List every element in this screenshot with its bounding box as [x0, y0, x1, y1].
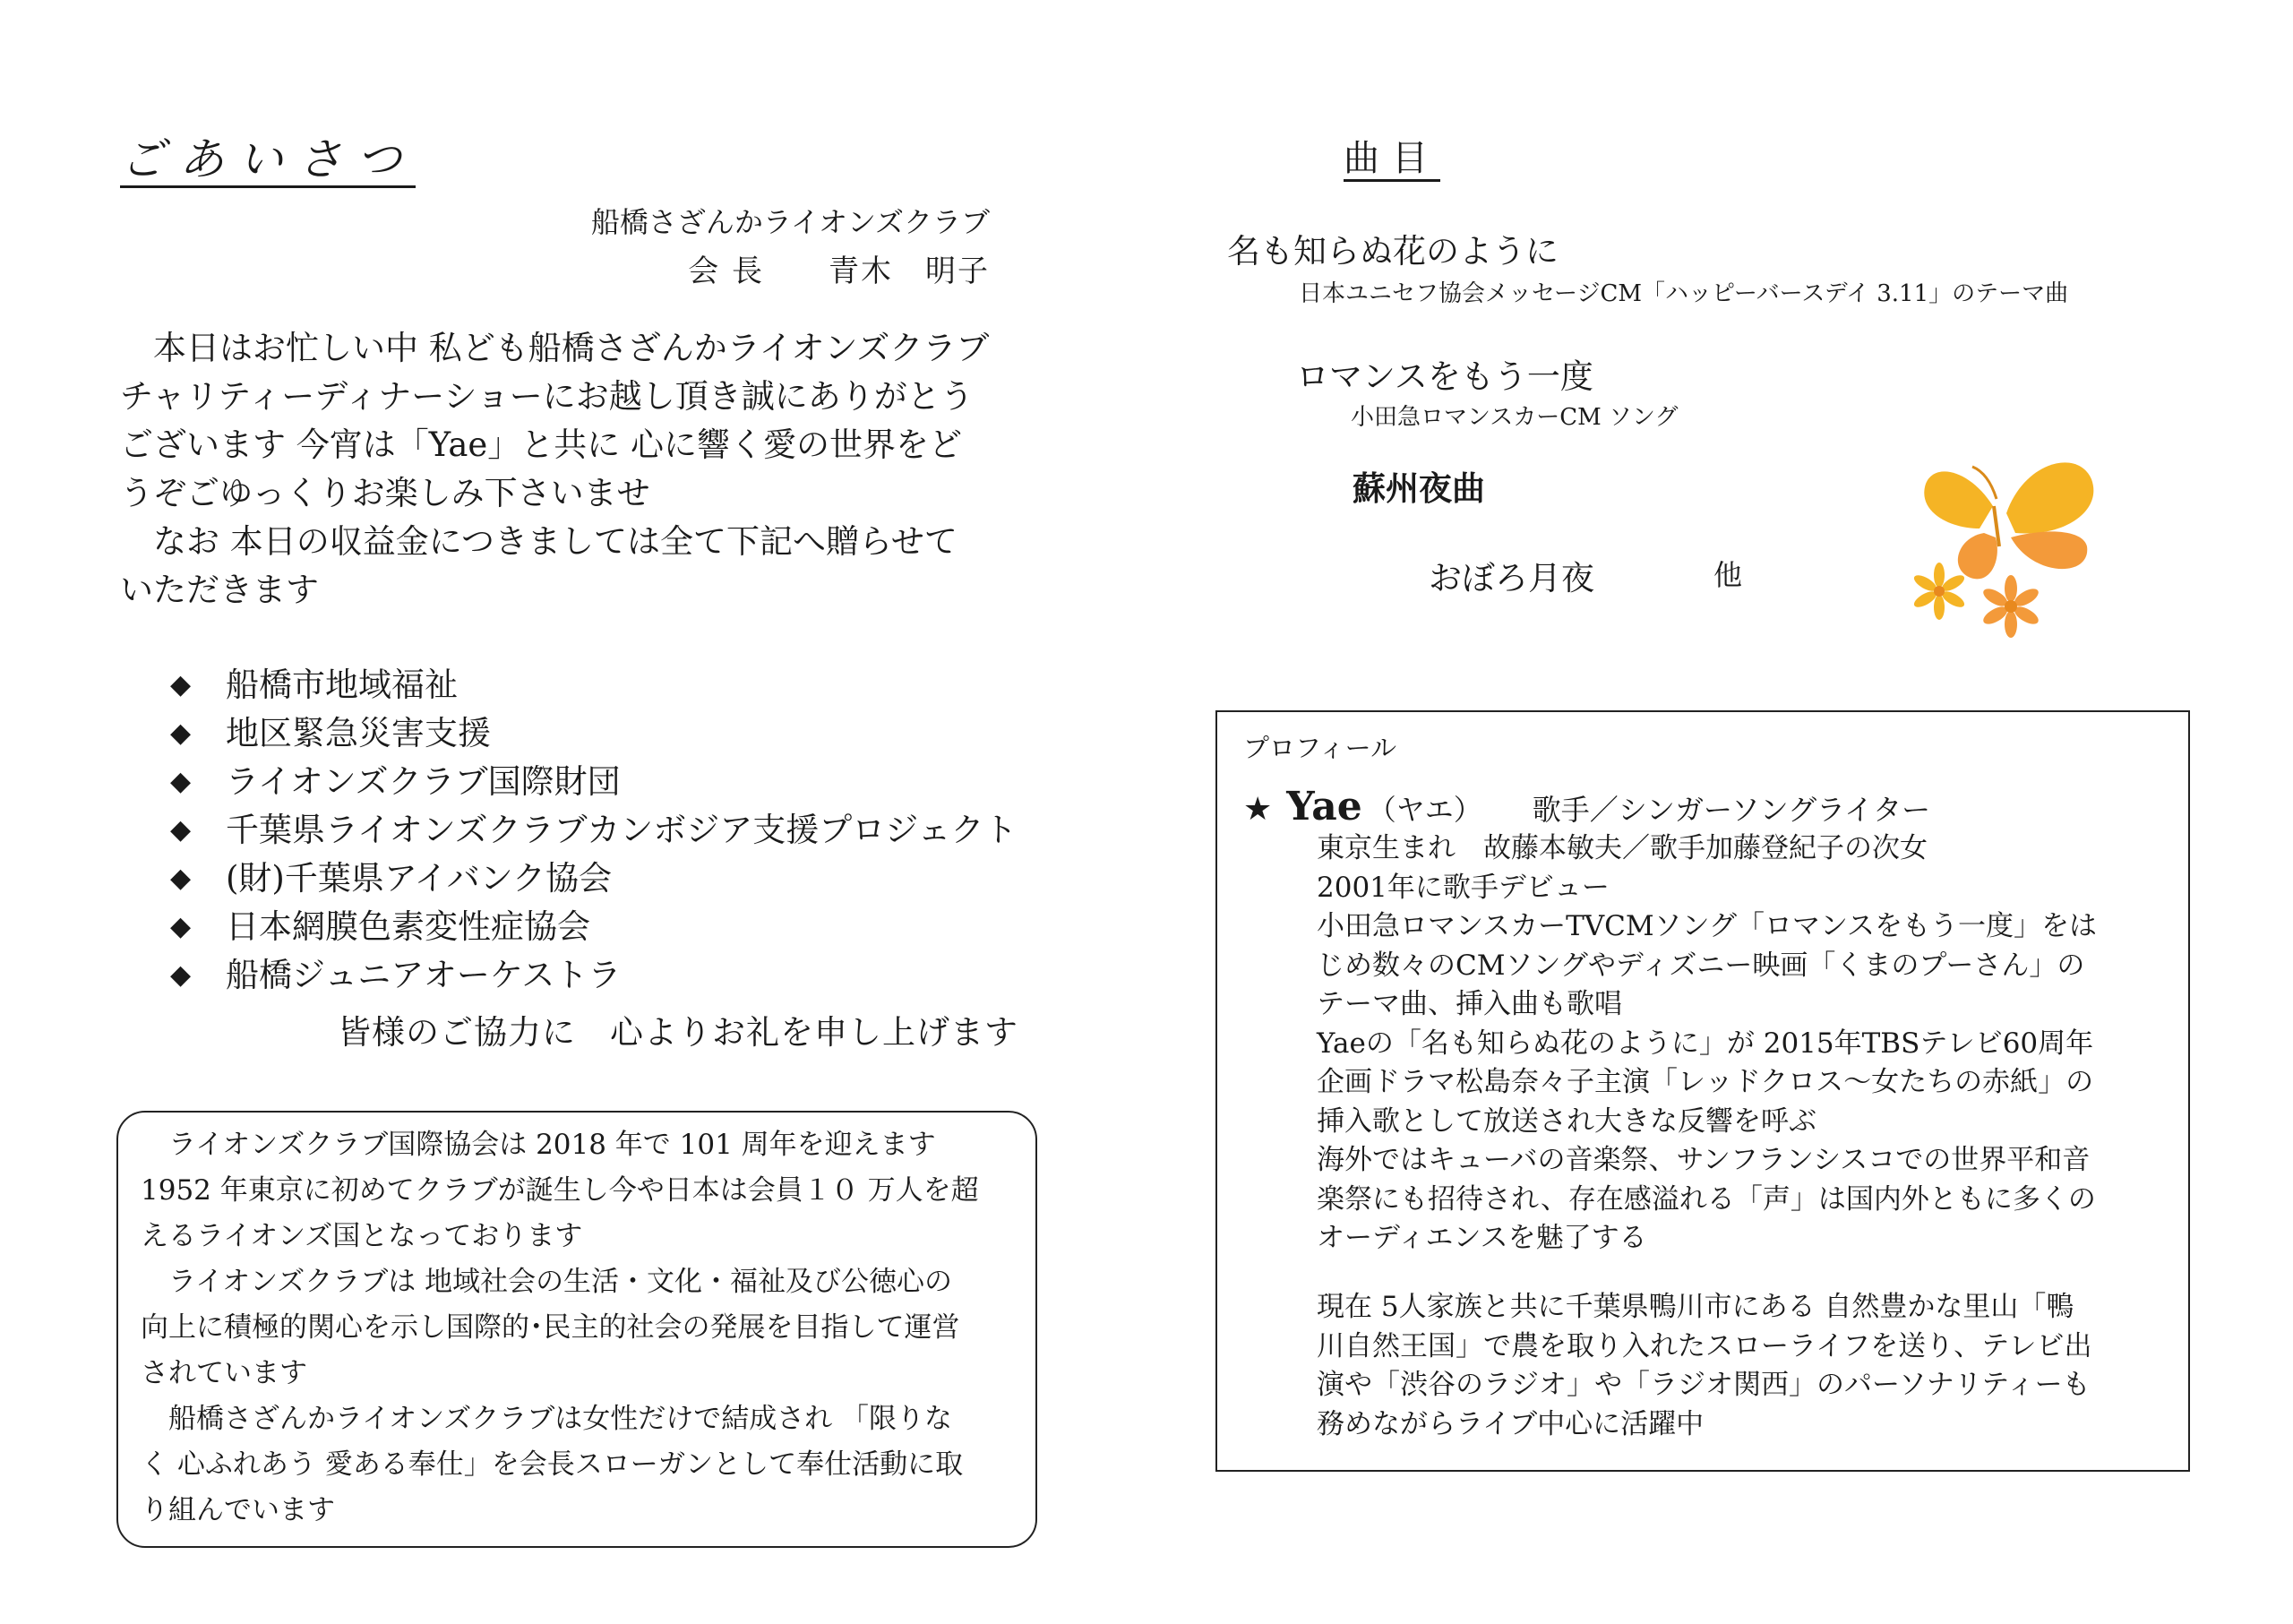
profile-line: 川自然王国」で農を取り入れたスローライフを送り、テレビ出: [1317, 1329, 2092, 1362]
beneficiary-name: 千葉県ライオンズクラブカンボジア支援プロジェクト: [226, 811, 1018, 849]
lions-info-line: ライオンズクラブは 地域社会の生活・文化・福祉及び公徳心の: [141, 1266, 953, 1298]
butterfly-flower-icon: [1908, 443, 2105, 649]
organization-name: 船橋さざんかライオンズクラブ: [590, 205, 990, 239]
list-item: [170, 661, 1018, 709]
flower-icon: [1911, 563, 1966, 620]
profile-line: 2001年に歌手デビュー: [1317, 871, 1610, 904]
greeting-body: [120, 324, 1016, 614]
profile-line: テーマ曲、挿入曲も歌唱: [1317, 988, 1622, 1020]
butterfly-icon: [1924, 462, 2093, 579]
profile-line: 小田急ロマンスカーTVCMソング「ロマンスをもう一度」をは: [1317, 910, 2098, 942]
list-item: [170, 709, 1018, 758]
diamond-bullet-icon: ◆: [170, 959, 192, 991]
lions-info-line: 1952 年東京に初めてクラブが誕生し今や日本は会員１０ 万人を超: [141, 1174, 979, 1207]
lions-info-line: く 心ふれあう 愛ある奉仕」を会長スローガンとして奉仕活動に取: [141, 1448, 964, 1481]
artist-name: Yae: [1286, 784, 1362, 829]
profile-line: 楽祭にも招待され、存在感溢れる「声」は国内外ともに多くの: [1317, 1182, 2096, 1216]
profile-header: [1243, 784, 1930, 829]
artist-kana: （ヤエ）: [1367, 793, 1482, 827]
profile-line: 海外ではキューバの音楽祭、サンフランシスコでの世界平和音: [1317, 1144, 2091, 1176]
list-item: [170, 855, 1018, 903]
greeting-line: チャリティーディナーショーにお越し頂き誠にありがとう: [120, 377, 974, 416]
beneficiary-name: 地区緊急災害支援: [226, 714, 491, 752]
list-item: [170, 951, 1018, 1000]
diamond-bullet-icon: ◆: [170, 717, 192, 749]
song-title: 蘇州夜曲: [1353, 468, 1485, 508]
profile-line: 務めながらライブ中心に活躍中: [1317, 1407, 1705, 1440]
beneficiary-name: 船橋ジュニアオーケストラ: [226, 956, 622, 994]
lions-info-text: [141, 1122, 979, 1534]
beneficiary-name: 日本網膜色素変性症協会: [226, 907, 590, 946]
flower-icon: [1980, 575, 2041, 638]
profile-line: Yaeの「名も知らぬ花のように」が 2015年TBSテレビ60周年: [1317, 1027, 2094, 1060]
profile-line: 演や「渋谷のラジオ」や「ラジオ関西」のパーソナリティーも: [1317, 1369, 2091, 1401]
diamond-bullet-icon: ◆: [170, 863, 192, 894]
profile-line: じめ数々のCMソングやディズニー映画「くまのプーさん」の: [1317, 949, 2085, 982]
greeting-title: ごあいさつ: [120, 133, 416, 185]
lions-info-line: されています: [141, 1357, 307, 1389]
song-title: ロマンスをもう一度: [1296, 357, 1593, 396]
greeting-line: 本日はお忙しい中 私ども船橋さざんかライオンズクラブ: [120, 329, 990, 367]
song-note: 日本ユニセフ協会メッセージCM「ハッピーバースデイ 3.11」のテーマ曲: [1299, 280, 2069, 307]
lions-info-line: ライオンズクラブ国際協会は 2018 年で 101 周年を迎えます: [141, 1129, 936, 1161]
greeting-line: なお 本日の収益金につきましては全て下記へ贈らせて: [120, 522, 958, 561]
beneficiary-list: [170, 661, 1018, 1000]
lions-info-line: り組んでいます: [141, 1494, 335, 1526]
president-name: 会 長 青木 明子: [688, 253, 990, 289]
greeting-line: うぞごゆっくりお楽しみ下さいませ: [120, 474, 650, 512]
beneficiary-name: 船橋市地域福祉: [226, 666, 458, 704]
list-item: [170, 758, 1018, 806]
list-item: [170, 806, 1018, 855]
lions-info-line: えるライオンズ国となっております: [141, 1220, 583, 1252]
diamond-bullet-icon: ◆: [170, 814, 192, 846]
profile-line: 現在 5人家族と共に千葉県鴨川市にある 自然豊かな里山「鴨: [1317, 1291, 2074, 1323]
profile-body-current: [1317, 1288, 2092, 1444]
beneficiary-name: ライオンズクラブ国際財団: [226, 762, 621, 801]
diamond-bullet-icon: ◆: [170, 911, 192, 942]
list-item: [170, 903, 1018, 951]
profile-label: プロフィール: [1243, 733, 1397, 763]
star-icon: ★: [1243, 791, 1273, 828]
profile-body: [1317, 829, 2097, 1259]
lions-info-line: 向上に積極的関心を示し国際的･民主的社会の発展を目指して運営: [141, 1311, 960, 1344]
profile-line: 挿入歌として放送され大きな反響を呼ぶ: [1317, 1104, 1816, 1138]
song-title: 名も知らぬ花のように: [1227, 232, 1559, 271]
profile-line: 企画ドラマ松島奈々子主演「レッドクロス～女たちの赤紙」の: [1317, 1066, 2094, 1098]
diamond-bullet-icon: ◆: [170, 669, 192, 700]
lions-info-line: 船橋さざんかライオンズクラブは女性だけで結成され 「限りな: [141, 1403, 953, 1435]
others-label: 他: [1713, 558, 1743, 592]
artist-role: 歌手／シンガーソングライター: [1532, 793, 1931, 827]
song-note: 小田急ロマンスカーCM ソング: [1351, 404, 1679, 431]
greeting-line: いただきます: [120, 571, 319, 609]
song-title: おぼろ月夜: [1429, 559, 1594, 597]
profile-line: 東京生まれ 故藤本敏夫／歌手加藤登紀子の次女: [1317, 832, 1928, 864]
program-title: 曲目: [1344, 138, 1440, 179]
beneficiary-name: (財)千葉県アイバンク協会: [226, 859, 613, 898]
greeting-line: ございます 今宵は「Yae」と共に 心に響く愛の世界をど: [120, 425, 963, 464]
diamond-bullet-icon: ◆: [170, 766, 192, 797]
thanks-message: 皆様のご協力に 心よりお礼を申し上げます: [338, 1013, 1018, 1052]
profile-line: オーディエンスを魅了する: [1317, 1222, 1647, 1254]
